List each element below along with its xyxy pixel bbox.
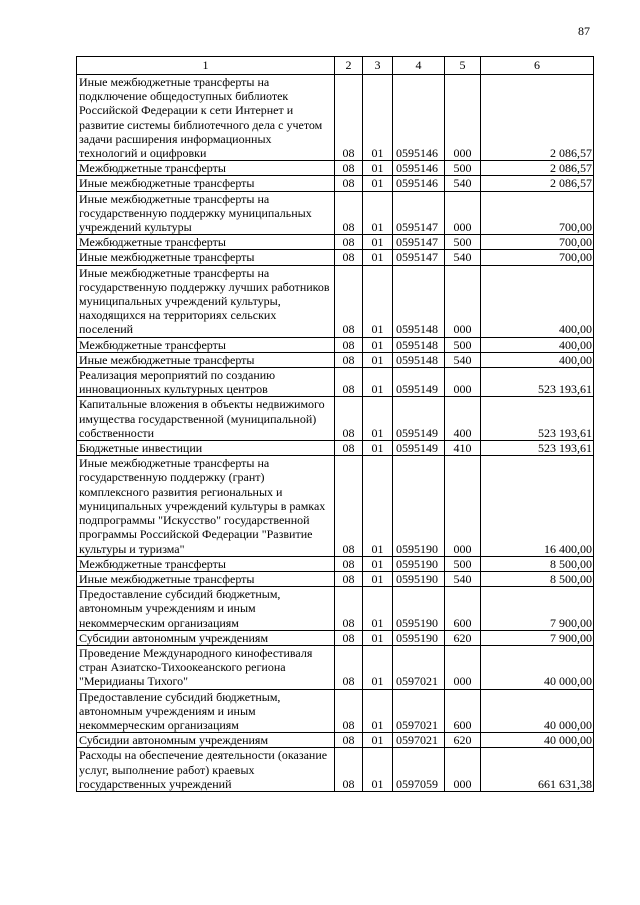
table-row — [77, 161, 594, 176]
target-code-cell: 0595149 — [393, 368, 445, 397]
item-name-cell: Расходы на обеспечение деятельности (оказание услуг, выполнение работ) краевых государственных учреждений — [77, 748, 335, 792]
item-name-cell: Иные межбюджетные трансферты — [77, 352, 335, 367]
target-code-cell: 0595147 — [393, 250, 445, 265]
item-name-cell: Субсидии автономным учреждениям — [77, 733, 335, 748]
item-name-cell: Межбюджетные трансферты — [77, 337, 335, 352]
header-cell: 5 — [445, 57, 481, 75]
subsection-cell: 01 — [363, 75, 393, 161]
subsection-cell: 01 — [363, 176, 393, 191]
subsection-cell: 01 — [363, 265, 393, 337]
table-row — [77, 191, 594, 235]
subsection-cell: 01 — [363, 191, 393, 235]
item-name-cell: Иные межбюджетные трансферты на государственную поддержку лучших работников муниципальных учреждений культуры, находящихся на территориях сельских поселений — [77, 265, 335, 337]
amount-cell: 661 631,38 — [481, 748, 594, 792]
target-code-cell: 0595148 — [393, 352, 445, 367]
section-cell: 08 — [335, 587, 363, 631]
section-cell: 08 — [335, 645, 363, 689]
subsection-cell: 01 — [363, 397, 393, 441]
page-number: 87 — [578, 24, 590, 38]
header-cell: 3 — [363, 57, 393, 75]
expense-type-cell: 000 — [445, 191, 481, 235]
amount-cell: 2 086,57 — [481, 75, 594, 161]
section-cell: 08 — [335, 176, 363, 191]
amount-cell: 700,00 — [481, 250, 594, 265]
subsection-cell: 01 — [363, 571, 393, 586]
expense-type-cell: 500 — [445, 337, 481, 352]
amount-cell: 40 000,00 — [481, 733, 594, 748]
amount-cell: 8 500,00 — [481, 571, 594, 586]
expense-type-cell: 500 — [445, 161, 481, 176]
target-code-cell: 0597021 — [393, 733, 445, 748]
amount-cell: 700,00 — [481, 191, 594, 235]
amount-cell: 400,00 — [481, 337, 594, 352]
amount-cell: 2 086,57 — [481, 161, 594, 176]
amount-cell: 40 000,00 — [481, 689, 594, 733]
item-name-cell: Иные межбюджетные трансферты на подключение общедоступных библиотек Российской Федерации к сети Интернет и развитие системы библиотечного дела с учетом задачи расширения информационных технологий и оцифровки — [77, 75, 335, 161]
table-row — [77, 630, 594, 645]
subsection-cell: 01 — [363, 689, 393, 733]
expense-type-cell: 540 — [445, 571, 481, 586]
amount-cell: 2 086,57 — [481, 176, 594, 191]
section-cell: 08 — [335, 397, 363, 441]
item-name-cell: Субсидии автономным учреждениям — [77, 630, 335, 645]
expense-type-cell: 000 — [445, 368, 481, 397]
item-name-cell: Иные межбюджетные трансферты на государственную поддержку (грант) комплексного развития региональных и муниципальных учреждений культуры в рамках подпрограммы "Искусство" государственной программы Российской Федерации "Развитие культуры и туризма" — [77, 456, 335, 556]
table-row — [77, 352, 594, 367]
target-code-cell: 0595148 — [393, 265, 445, 337]
section-cell: 08 — [335, 556, 363, 571]
table-row — [77, 645, 594, 689]
subsection-cell: 01 — [363, 630, 393, 645]
subsection-cell: 01 — [363, 587, 393, 631]
table-row — [77, 337, 594, 352]
target-code-cell: 0597059 — [393, 748, 445, 792]
table-row — [77, 235, 594, 250]
amount-cell: 523 193,61 — [481, 441, 594, 456]
target-code-cell: 0595149 — [393, 441, 445, 456]
section-cell: 08 — [335, 75, 363, 161]
table-row — [77, 456, 594, 556]
expense-type-cell: 000 — [445, 265, 481, 337]
amount-cell: 40 000,00 — [481, 645, 594, 689]
expense-type-cell: 600 — [445, 689, 481, 733]
section-cell: 08 — [335, 733, 363, 748]
item-name-cell: Межбюджетные трансферты — [77, 161, 335, 176]
section-cell: 08 — [335, 571, 363, 586]
subsection-cell: 01 — [363, 441, 393, 456]
expense-type-cell: 620 — [445, 733, 481, 748]
section-cell: 08 — [335, 689, 363, 733]
expense-type-cell: 540 — [445, 250, 481, 265]
table-row — [77, 556, 594, 571]
budget-table — [76, 56, 594, 792]
target-code-cell: 0595148 — [393, 337, 445, 352]
section-cell: 08 — [335, 265, 363, 337]
table-row — [77, 250, 594, 265]
item-name-cell: Капитальные вложения в объекты недвижимого имущества государственной (муниципальной) собственности — [77, 397, 335, 441]
header-cell: 1 — [77, 57, 335, 75]
expense-type-cell: 620 — [445, 630, 481, 645]
subsection-cell: 01 — [363, 161, 393, 176]
expense-type-cell: 000 — [445, 748, 481, 792]
amount-cell: 523 193,61 — [481, 368, 594, 397]
table-row — [77, 368, 594, 397]
subsection-cell: 01 — [363, 733, 393, 748]
subsection-cell: 01 — [363, 748, 393, 792]
section-cell: 08 — [335, 235, 363, 250]
subsection-cell: 01 — [363, 368, 393, 397]
subsection-cell: 01 — [363, 456, 393, 556]
table-header — [77, 57, 594, 75]
target-code-cell: 0595190 — [393, 456, 445, 556]
subsection-cell: 01 — [363, 352, 393, 367]
subsection-cell: 01 — [363, 235, 393, 250]
expense-type-cell: 500 — [445, 556, 481, 571]
subsection-cell: 01 — [363, 556, 393, 571]
section-cell: 08 — [335, 161, 363, 176]
target-code-cell: 0595190 — [393, 556, 445, 571]
section-cell: 08 — [335, 456, 363, 556]
header-cell: 2 — [335, 57, 363, 75]
target-code-cell: 0595190 — [393, 630, 445, 645]
table-row — [77, 265, 594, 337]
table-row — [77, 689, 594, 733]
target-code-cell: 0595146 — [393, 161, 445, 176]
target-code-cell: 0595146 — [393, 176, 445, 191]
item-name-cell: Иные межбюджетные трансферты — [77, 176, 335, 191]
item-name-cell: Проведение Международного кинофестиваля стран Азиатско-Тихоокеанского региона "Меридианы Тихого" — [77, 645, 335, 689]
target-code-cell: 0595190 — [393, 587, 445, 631]
amount-cell: 523 193,61 — [481, 397, 594, 441]
table-row — [77, 441, 594, 456]
item-name-cell: Предоставление субсидий бюджетным, автономным учреждениям и иным некоммерческим организациям — [77, 689, 335, 733]
subsection-cell: 01 — [363, 645, 393, 689]
subsection-cell: 01 — [363, 337, 393, 352]
table-row — [77, 176, 594, 191]
item-name-cell: Бюджетные инвестиции — [77, 441, 335, 456]
item-name-cell: Иные межбюджетные трансферты — [77, 571, 335, 586]
item-name-cell: Реализация мероприятий по созданию инновационных культурных центров — [77, 368, 335, 397]
table-row — [77, 397, 594, 441]
item-name-cell: Иные межбюджетные трансферты на государственную поддержку муниципальных учреждений культуры — [77, 191, 335, 235]
expense-type-cell: 540 — [445, 352, 481, 367]
expense-type-cell: 500 — [445, 235, 481, 250]
item-name-cell: Межбюджетные трансферты — [77, 556, 335, 571]
expense-type-cell: 600 — [445, 587, 481, 631]
target-code-cell: 0595149 — [393, 397, 445, 441]
expense-type-cell: 540 — [445, 176, 481, 191]
target-code-cell: 0597021 — [393, 689, 445, 733]
item-name-cell: Иные межбюджетные трансферты — [77, 250, 335, 265]
table-row — [77, 733, 594, 748]
expense-type-cell: 000 — [445, 645, 481, 689]
amount-cell: 8 500,00 — [481, 556, 594, 571]
expense-type-cell: 000 — [445, 456, 481, 556]
target-code-cell: 0597021 — [393, 645, 445, 689]
amount-cell: 700,00 — [481, 235, 594, 250]
section-cell: 08 — [335, 441, 363, 456]
table-row — [77, 75, 594, 161]
amount-cell: 7 900,00 — [481, 630, 594, 645]
target-code-cell: 0595190 — [393, 571, 445, 586]
expense-type-cell: 410 — [445, 441, 481, 456]
header-row — [77, 57, 594, 75]
amount-cell: 16 400,00 — [481, 456, 594, 556]
section-cell: 08 — [335, 630, 363, 645]
table-row — [77, 571, 594, 586]
subsection-cell: 01 — [363, 250, 393, 265]
expense-type-cell: 400 — [445, 397, 481, 441]
table-row — [77, 587, 594, 631]
target-code-cell: 0595146 — [393, 75, 445, 161]
target-code-cell: 0595147 — [393, 191, 445, 235]
amount-cell: 7 900,00 — [481, 587, 594, 631]
table-body — [77, 75, 594, 792]
section-cell: 08 — [335, 250, 363, 265]
item-name-cell: Межбюджетные трансферты — [77, 235, 335, 250]
expense-type-cell: 000 — [445, 75, 481, 161]
section-cell: 08 — [335, 191, 363, 235]
amount-cell: 400,00 — [481, 352, 594, 367]
table-row — [77, 748, 594, 792]
item-name-cell: Предоставление субсидий бюджетным, автономным учреждениям и иным некоммерческим организациям — [77, 587, 335, 631]
amount-cell: 400,00 — [481, 265, 594, 337]
section-cell: 08 — [335, 748, 363, 792]
section-cell: 08 — [335, 352, 363, 367]
section-cell: 08 — [335, 337, 363, 352]
header-cell: 4 — [393, 57, 445, 75]
section-cell: 08 — [335, 368, 363, 397]
header-cell: 6 — [481, 57, 594, 75]
target-code-cell: 0595147 — [393, 235, 445, 250]
